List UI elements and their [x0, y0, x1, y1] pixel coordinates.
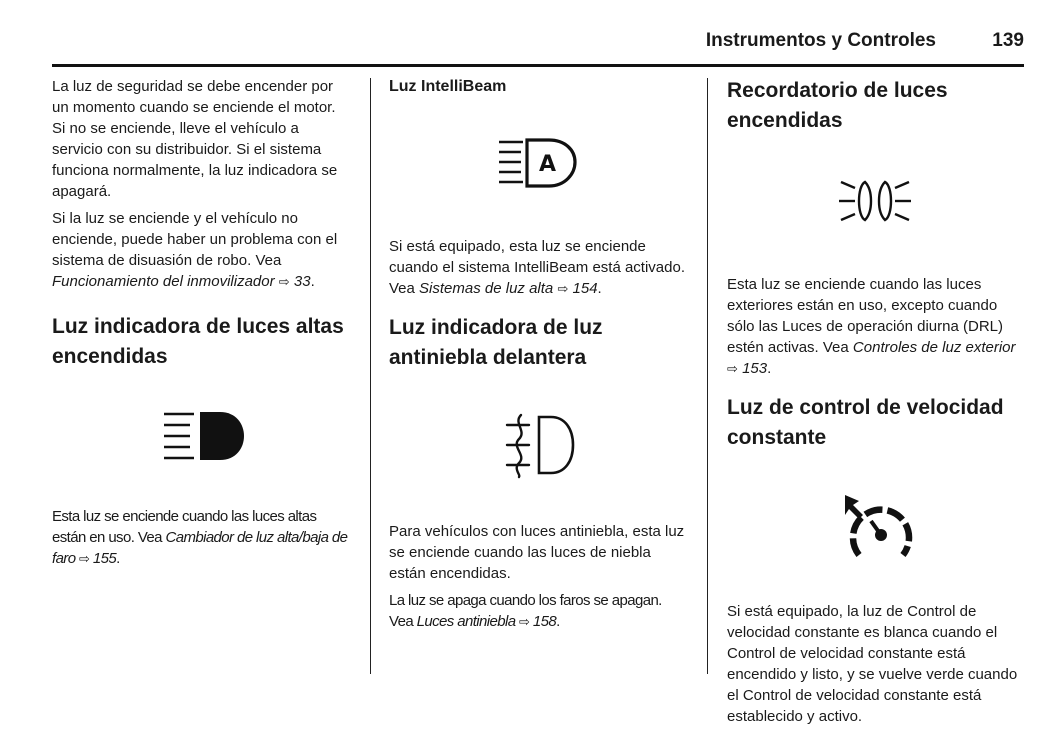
page-ref-arrow-icon: ⇨	[519, 614, 530, 629]
page-ref-arrow-icon: ⇨	[727, 361, 738, 376]
exterior-lamp-controls-page-ref: 153	[742, 360, 768, 377]
fog-lamp-heading: Luz indicadora de luz antiniebla delantera	[389, 316, 603, 369]
immobilizer-page-ref: 33	[293, 273, 311, 290]
cruise-control-heading: Luz de control de velocidad constante	[727, 396, 1004, 449]
period: .	[767, 360, 772, 377]
column-2	[389, 76, 689, 638]
high-beam-icon-container	[52, 372, 352, 506]
page-ref-arrow-icon: ⇨	[79, 551, 90, 566]
intellibeam-text: Si está equipado, esta luz se enciende cuando el sistema IntelliBeam está activado. Vea	[389, 238, 685, 297]
column-3	[727, 76, 1027, 733]
exterior-lamp-controls-reference: Controles de luz exterior	[852, 339, 1016, 356]
page-header	[52, 0, 1024, 67]
intellibeam-icon-container	[389, 98, 689, 236]
fog-lamp-paragraph: Para vehículos con luces antiniebla, esta luz se enciende cuando las luces de niebla están encendidas.	[389, 523, 685, 582]
period: .	[116, 550, 120, 567]
high-beam-paragraph	[52, 506, 352, 569]
period: .	[556, 613, 560, 630]
intellibeam-heading: Luz IntelliBeam	[389, 78, 507, 95]
immobilizer-reference: Funcionamiento del inmovilizador	[52, 273, 275, 290]
lights-on-icon-container	[727, 136, 1027, 274]
period: .	[597, 280, 602, 297]
lights-on-heading: Recordatorio de luces encendidas	[727, 79, 948, 132]
headlamp-switch-page-ref: 155	[92, 550, 117, 567]
fog-lamps-page-ref: 158	[532, 613, 557, 630]
fog-lamp-off-text: La luz se apaga cuando los faros se apagan. Vea	[389, 592, 662, 630]
intellibeam-icon	[495, 136, 579, 192]
high-beam-systems-reference: Sistemas de luz alta	[419, 280, 554, 297]
column-1	[52, 76, 352, 575]
period: .	[310, 273, 315, 290]
section-title: Instrumentos y Controles	[705, 30, 936, 51]
column-divider-1	[370, 78, 371, 674]
page-ref-arrow-icon: ⇨	[278, 274, 290, 289]
high-beam-text: Esta luz se enciende cuando las luces altas están en uso. Vea	[52, 508, 317, 546]
fog-lamps-reference: Luces antiniebla	[416, 613, 516, 630]
lights-on-paragraph	[727, 274, 1027, 379]
page-ref-arrow-icon: ⇨	[557, 281, 569, 296]
lights-on-reminder-icon	[835, 176, 915, 226]
page-number: 139	[992, 30, 1024, 51]
column-divider-2	[707, 78, 708, 674]
cruise-control-paragraph: Si está equipado, la luz de Control de velocidad constante es blanca cuando el Control de velocidad constante está encendido y listo, y se vuelve verde cuando el Control de velocidad constante está establecido y activo.	[727, 603, 1018, 725]
svg-text:A: A	[539, 152, 557, 177]
lights-on-text: Esta luz se enciende cuando las luces exteriores están en uso, excepto cuando sólo las Luces de operación diurna (DRL) estén activas. Vea	[727, 276, 1003, 356]
theft-text: Si la luz se enciende y el vehículo no enciende, puede haber un problema con el sistema de disuasión de robo. Vea	[52, 210, 338, 269]
front-fog-lamp-icon	[499, 411, 579, 481]
high-beam-heading: Luz indicadora de luces altas encendidas	[52, 315, 344, 368]
cruise-icon-container	[727, 453, 1027, 601]
fog-lamp-icon-container	[389, 373, 689, 521]
security-light-paragraph: La luz de seguridad se debe encender por un momento cuando se enciende el motor. Si no se enciende, lleve el vehículo a servicio con su distribuidor. Si el sistema funciona normalmente, la luz indicadora se apagará.	[52, 78, 338, 200]
headlamp-switch-reference: Cambiador de luz alta/baja de faro	[52, 529, 348, 567]
intellibeam-paragraph	[389, 236, 689, 299]
fog-lamp-off-paragraph	[389, 590, 689, 632]
high-beam-systems-page-ref: 154	[572, 280, 598, 297]
theft-deterrent-paragraph	[52, 208, 352, 292]
high-beam-icon	[160, 406, 250, 466]
cruise-control-icon	[837, 491, 917, 565]
